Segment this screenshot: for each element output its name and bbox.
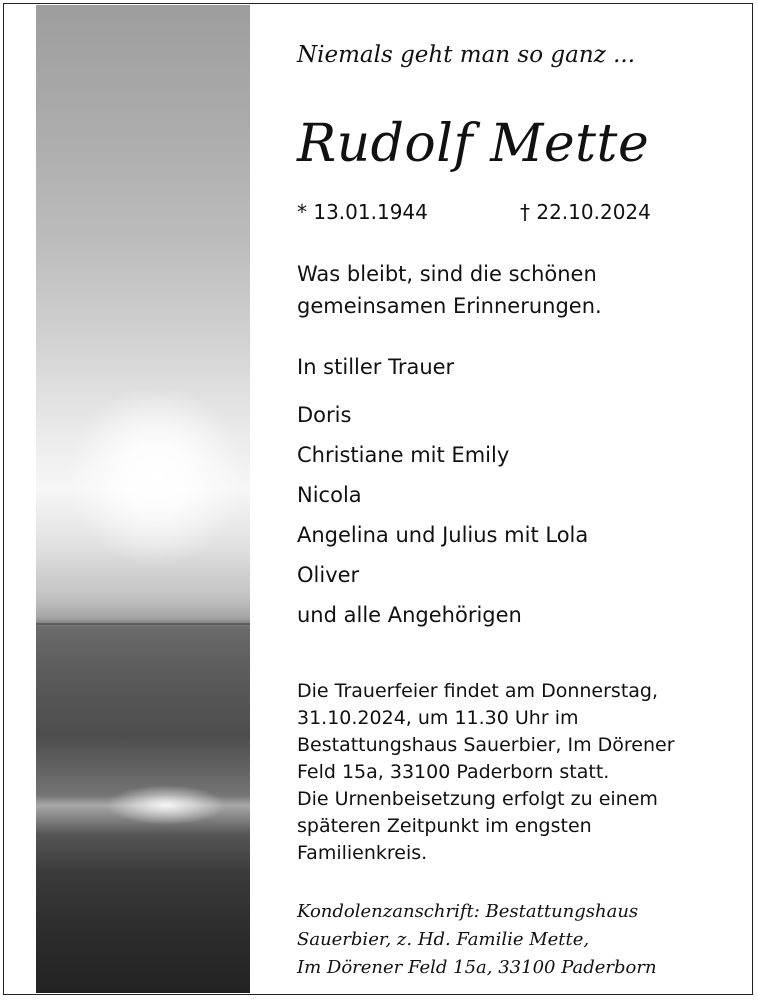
condolence-line: Im Dörener Feld 15a, 33100 Paderborn xyxy=(297,957,657,978)
signature-intro: In stiller Trauer xyxy=(297,355,455,379)
death-date: † 22.10.2024 xyxy=(520,200,651,224)
mourner: Nicola xyxy=(297,483,362,507)
life-dates xyxy=(297,200,677,224)
memorial-quote xyxy=(297,258,717,322)
condolence-address xyxy=(297,898,727,982)
mourner: Doris xyxy=(297,403,352,427)
mourner: Christiane mit Emily xyxy=(297,443,510,467)
condolence-line: Sauerbier, z. Hd. Familie Mette, xyxy=(297,929,590,950)
motto: Niemals geht man so ganz ... xyxy=(297,42,636,68)
deceased-name: Rudolf Mette xyxy=(297,114,650,174)
mourner: und alle Angehörigen xyxy=(297,603,522,627)
sunset-sea-photo xyxy=(36,5,250,993)
birth-date: * 13.01.1944 xyxy=(297,200,428,224)
condolence-line: Kondolenzanschrift: Bestattungshaus xyxy=(297,901,639,922)
funeral-line: späteren Zeitpunkt im engsten xyxy=(297,815,592,837)
mourner: Angelina und Julius mit Lola xyxy=(297,523,589,547)
funeral-line: Familienkreis. xyxy=(297,842,428,864)
quote-line: Was bleibt, sind die schönen xyxy=(297,262,597,286)
mourner: Oliver xyxy=(297,563,360,587)
funeral-line: 31.10.2024, um 11.30 Uhr im xyxy=(297,707,579,729)
funeral-line: Die Trauerfeier findet am Donnerstag, xyxy=(297,680,659,702)
funeral-info xyxy=(297,678,727,867)
sun-glow xyxy=(66,385,246,565)
funeral-line: Feld 15a, 33100 Paderborn statt. xyxy=(297,761,610,783)
funeral-line: Bestattungshaus Sauerbier, Im Dörener xyxy=(297,734,675,756)
quote-line: gemeinsamen Erinnerungen. xyxy=(297,294,602,318)
water-reflection xyxy=(106,785,226,825)
horizon-line xyxy=(36,623,250,625)
mourners-list xyxy=(297,395,588,635)
funeral-line: Die Urnenbeisetzung erfolgt zu einem xyxy=(297,788,658,810)
